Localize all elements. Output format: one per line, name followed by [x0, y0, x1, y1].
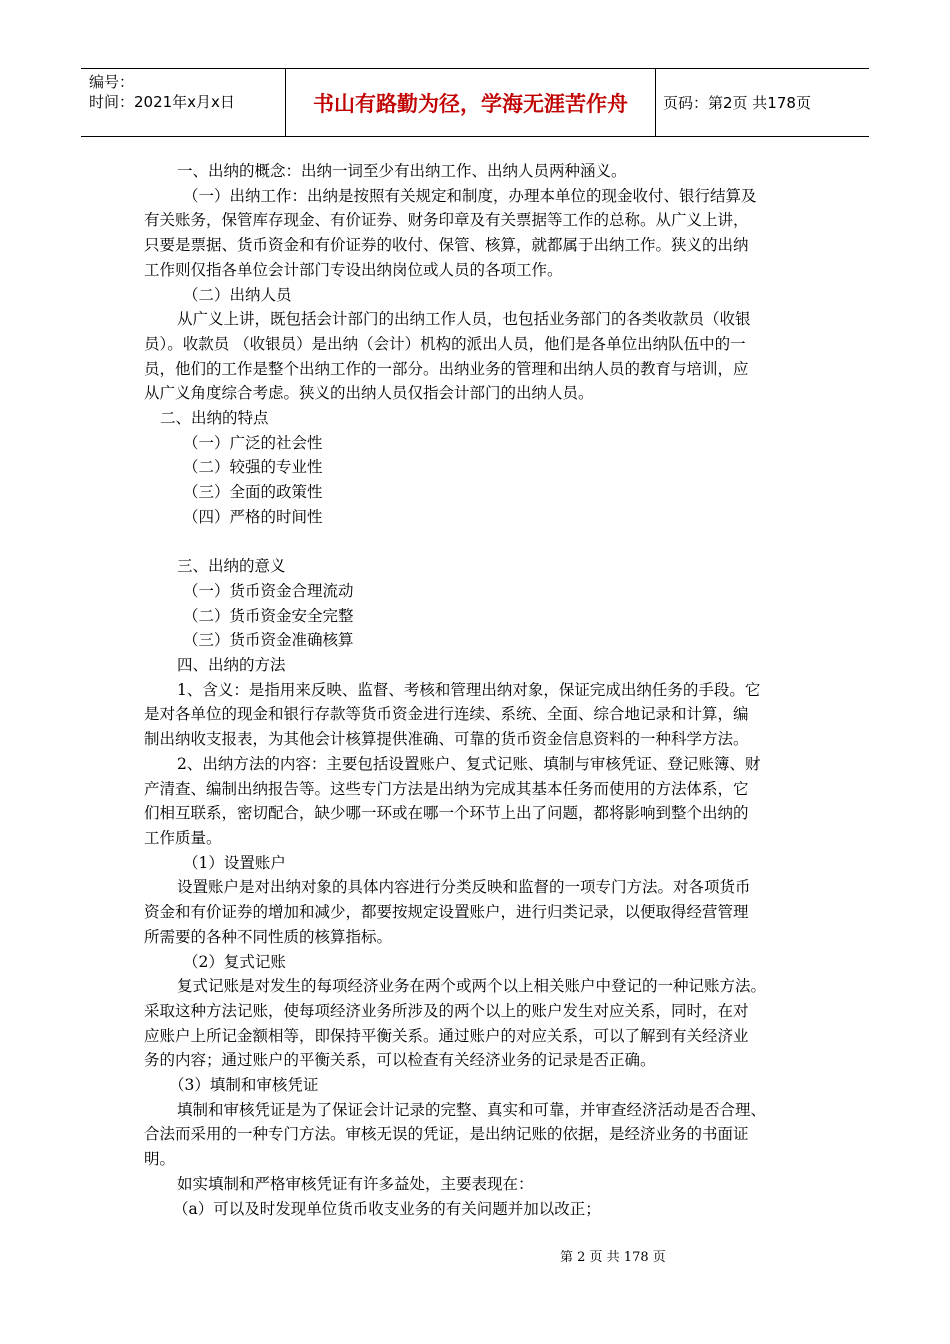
text-line: （a）可以及时发现单位货币收支业务的有关问题并加以改正； [173, 1199, 601, 1218]
text-line: 是对各单位的现金和银行存款等货币资金进行连续、系统、全面、综合地记录和计算，编 [144, 705, 749, 724]
document-date: 时间：2021年x月x日 [89, 93, 235, 111]
header-meta [81, 69, 285, 136]
text-line: 只要是票据、货币资金和有价证券的收付、保管、核算，就都属于出纳工作。狭义的出纳 [144, 236, 749, 255]
text-line: 明。 [144, 1150, 176, 1169]
text-line: 产清查、编制出纳报告等。这些专门方法是出纳为完成其基本任务而使用的方法体系，它 [144, 779, 749, 798]
text-line: 所需要的各种不同性质的核算指标。 [144, 927, 393, 946]
text-line: 从广义上讲，既包括会计部门的出纳工作人员，也包括业务部门的各类收款员（收银 [177, 310, 751, 329]
text-line: 员）。收款员 （收银员）是出纳（会计）机构的派出人员，他们是各单位出纳队伍中的一 [144, 334, 746, 353]
page-header [81, 68, 869, 137]
text-line: 复式记账是对发生的每项经济业务在两个或两个以上相关账户中登记的一种记账方法。 [177, 977, 767, 996]
text-line: （一）出纳工作：出纳是按照有关规定和制度，办理本单位的现金收付、银行结算及 [183, 186, 757, 205]
text-line: 如实填制和严格审核凭证有许多益处，主要表现在： [177, 1174, 534, 1193]
text-line: （二）较强的专业性 [183, 458, 323, 477]
text-line: 1、含义：是指用来反映、监督、考核和管理出纳对象，保证完成出纳任务的手段。它 [177, 680, 761, 699]
text-line: 资金和有价证券的增加和减少，都要按规定设置账户，进行归类记录，以便取得经营管理 [144, 903, 749, 922]
header-motto: 书山有路勤为径，学海无涯苦作舟 [285, 69, 656, 136]
text-line: （三）全面的政策性 [183, 483, 323, 502]
text-line: 一、出纳的概念：出纳一词至少有出纳工作、出纳人员两种涵义。 [177, 162, 627, 180]
text-line: 二、出纳的特点 [160, 409, 269, 428]
text-line: （一）广泛的社会性 [183, 433, 323, 452]
text-line: （四）严格的时间性 [183, 507, 323, 526]
text-line: （一）货币资金合理流动 [183, 581, 354, 600]
text-line: 设置账户是对出纳对象的具体内容进行分类反映和监督的一项专门方法。对各项货币 [177, 878, 751, 897]
page-footer: 第 2 页 共 178 页 [560, 1250, 666, 1265]
text-line: 四、出纳的方法 [177, 656, 286, 675]
text-line: 应账户上所记金额相等，即保持平衡关系。通过账户的对应关系，可以了解到有关经济业 [144, 1026, 749, 1045]
document-body [144, 159, 800, 1221]
text-line: 从广义角度综合考虑。狭义的出纳人员仅指会计部门的出纳人员。 [144, 384, 594, 403]
text-line: （二）货币资金安全完整 [183, 606, 354, 625]
text-line: （3）填制和审核凭证 [169, 1076, 319, 1095]
text-line: 有关账务，保管库存现金、有价证券、财务印章及有关票据等工作的总称。从广义上讲， [144, 211, 749, 230]
text-line: 们相互联系，密切配合，缺少哪一环或在哪一个环节上出了问题，都将影响到整个出纳的 [144, 804, 749, 823]
text-line: （二）出纳人员 [183, 285, 292, 304]
text-line: 工作则仅指各单位会计部门专设出纳岗位或人员的各项工作。 [144, 260, 563, 279]
document-code-label: 编号： [89, 73, 135, 91]
text-line: 采取这种方法记账，使每项经济业务所涉及的两个以上的账户发生对应关系，同时，在对 [144, 1001, 749, 1020]
text-line: 工作质量。 [144, 828, 222, 847]
text-line: 员，他们的工作是整个出纳工作的一部分。出纳业务的管理和出纳人员的教育与培训，应 [144, 359, 749, 378]
text-line: （1）设置账户 [183, 853, 286, 872]
text-line: （2）复式记账 [183, 952, 286, 971]
text-line: 填制和审核凭证是为了保证会计记录的完整、真实和可靠，并审查经济活动是否合理、 [177, 1100, 767, 1119]
text-line: 合法而采用的一种专门方法。审核无误的凭证，是出纳记账的依据，是经济业务的书面证 [144, 1125, 749, 1144]
text-line [173, 530, 800, 555]
text-line: 三、出纳的意义 [177, 557, 286, 576]
text-line: 务的内容；通过账户的平衡关系，可以检查有关经济业务的记录是否正确。 [144, 1051, 656, 1070]
text-line: （三）货币资金准确核算 [183, 631, 354, 650]
text-line: 2、出纳方法的内容：主要包括设置账户、复式记账、填制与审核凭证、登记账簿、财 [177, 754, 761, 773]
text-line: 制出纳收支报表，为其他会计核算提供准确、可靠的货币资金信息资料的一种科学方法。 [144, 730, 749, 749]
header-page-info: 页码：第2页 共178页 [663, 94, 811, 112]
